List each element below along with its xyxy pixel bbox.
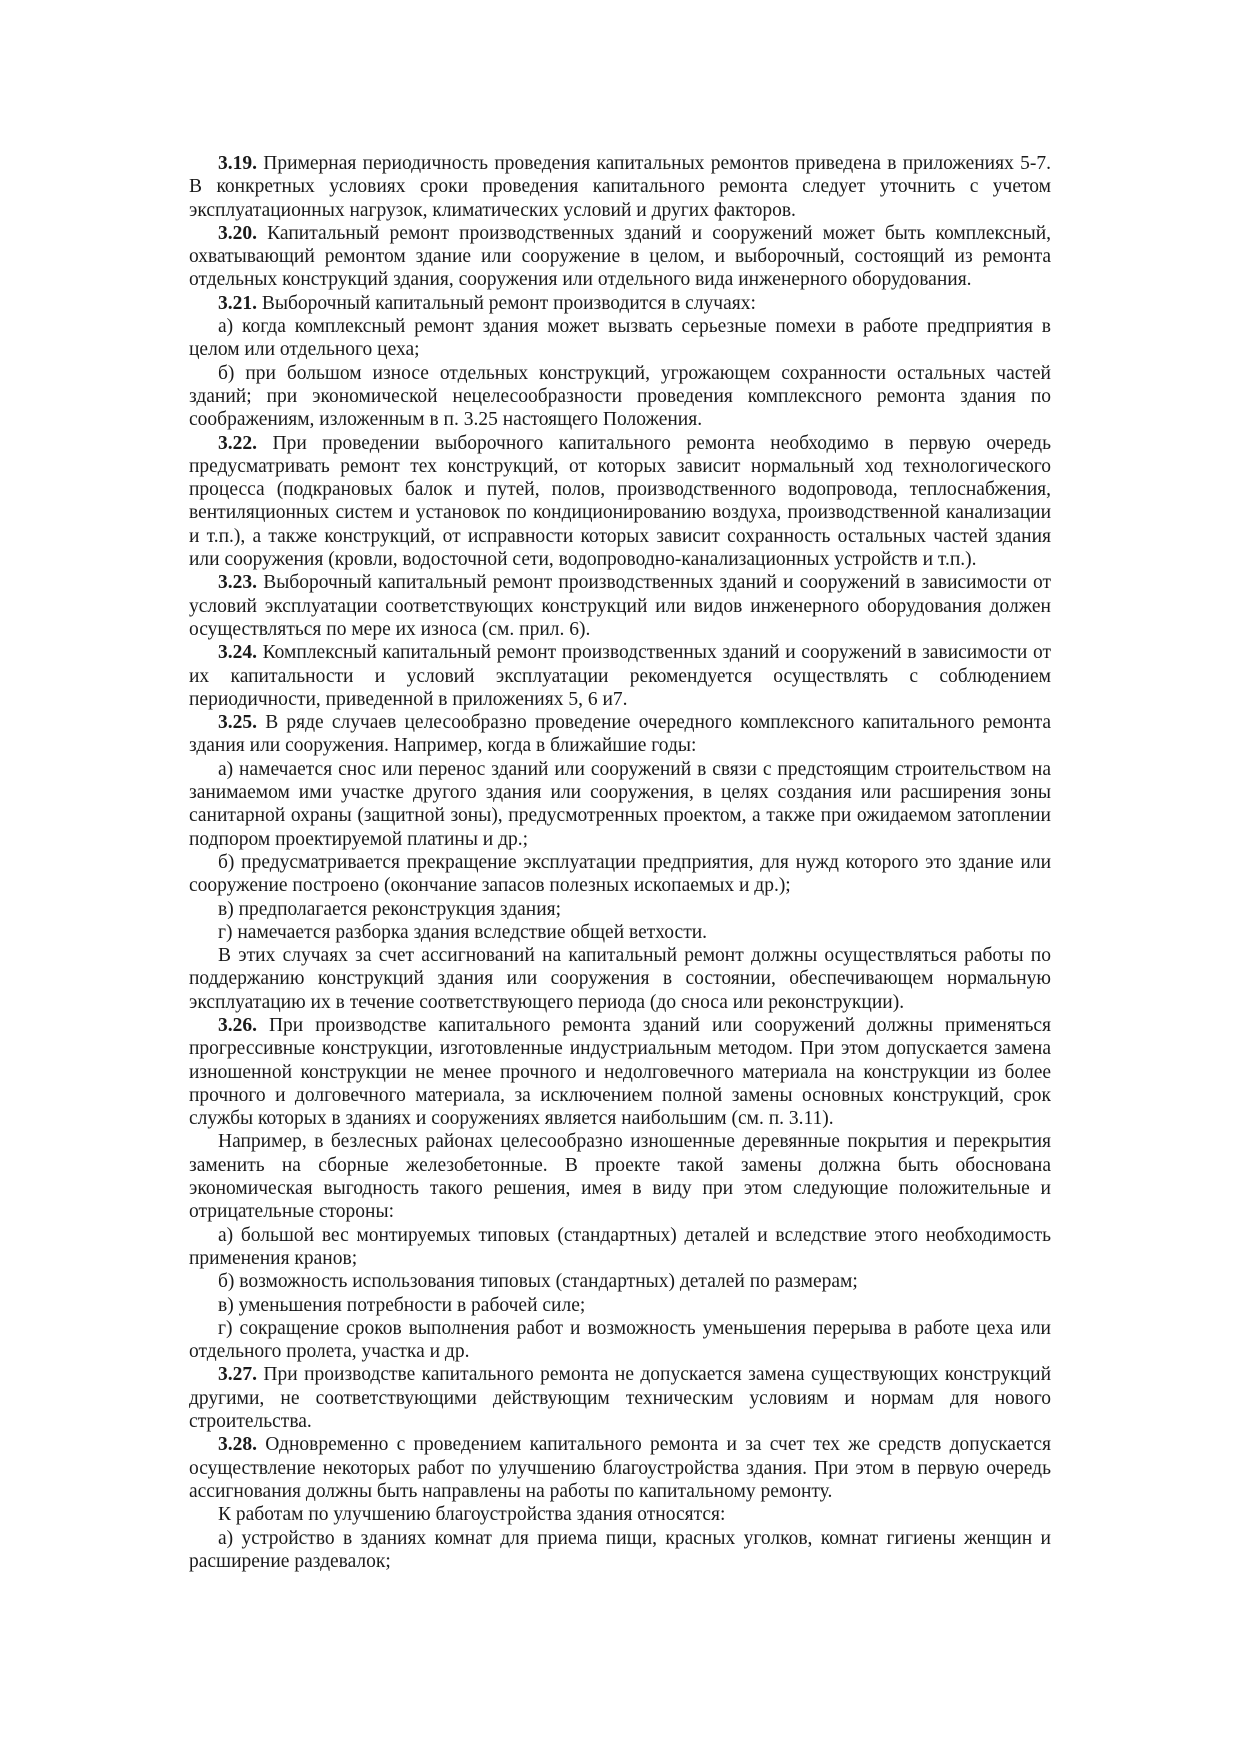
section-paragraph [189, 1363, 1051, 1433]
paragraph-text: В ряде случаев целесообразно проведение очередного комплексного капитального ремонта здания или сооружения. Например, когда в ближайшие годы: [189, 712, 1052, 757]
body-paragraph [189, 1503, 1051, 1526]
body-paragraph [189, 898, 1051, 921]
section-paragraph [189, 222, 1051, 292]
section-number: 3.21. [218, 292, 257, 314]
section-paragraph [189, 711, 1051, 758]
section-paragraph [189, 571, 1051, 641]
body-paragraph [189, 758, 1051, 851]
section-number: 3.22. [218, 432, 257, 454]
paragraph-text: Выборочный капитальный ремонт производственных зданий и сооружений в зависимости от условий эксплуатации соответствующих конструкций или видов инженерного оборудования должен осуществляться по мере их износа (см. прил. 6). [189, 572, 1052, 640]
paragraph-text: При проведении выборочного капитального ремонта необходимо в первую очередь предусматривать ремонт тех конструкций, от которых зависит нормальный ход технологического процесса (подкрановых балок и путей, полов, производственного водопровода, теплоснабжения, вентиляционных систем и установок по кондиционированию воздуха, производственной канализации и т.п.), а также конструкций, от исправности которых зависит сохранность остальных частей здания или сооружения (кровли, водосточной сети, водопроводно-канализационных устройств и т.п.). [189, 432, 1051, 571]
paragraph-text: При производстве капитального ремонта зданий или сооружений должны применяться прогрессивные конструкции, изготовленные индустриальным методом. При этом допускается замена изношенной конструкции не менее прочного и недолговечного материала на конструкции из более прочного и долговечного материала, за исключением полной замены основных конструкций, срок службы которых в зданиях и сооружениях является наибольшим (см. п. 3.11). [189, 1014, 1051, 1130]
paragraph-text: а) когда комплексный ремонт здания может вызвать серьезные помехи в работе предприятия в целом или отдельного цеха; [189, 316, 1051, 361]
paragraph-text: Комплексный капитальный ремонт производственных зданий и сооружений в зависимости от их капитальности и условий эксплуатации рекомендуется осуществлять с соблюдением периодичности, приведенной в приложениях 5, 6 и7. [189, 642, 1052, 710]
paragraph-text: В этих случаях за счет ассигнований на капитальный ремонт должны осуществляться работы по поддержанию конструкций здания или сооружения в состоянии, обеспечивающем нормальную эксплуатацию их в течение соответствующего периода (до сноса или реконструкции). [189, 945, 1051, 1013]
paragraph-text: в) предполагается реконструкция здания; [218, 898, 562, 920]
body-paragraph [189, 1270, 1051, 1293]
section-number: 3.23. [218, 572, 257, 594]
paragraph-text: а) устройство в зданиях комнат для приема пищи, красных уголков, комнат гигиены женщин и расширение раздевалок; [189, 1527, 1051, 1572]
section-paragraph [189, 152, 1051, 222]
section-paragraph [189, 292, 1051, 315]
body-paragraph [189, 921, 1051, 944]
section-paragraph [189, 432, 1051, 572]
paragraph-text: г) намечается разборка здания вследствие общей ветхости. [218, 921, 708, 943]
body-paragraph [189, 1224, 1051, 1271]
body-paragraph [189, 362, 1051, 432]
section-number: 3.26. [218, 1014, 257, 1036]
paragraph-text: Одновременно с проведением капитального ремонта и за счет тех же средств допускается осуществление некоторых работ по улучшению благоустройства здания. При этом в первую очередь ассигнования должны быть направлены на работы по капитальному ремонту. [189, 1434, 1051, 1502]
paragraph-text: б) возможность использования типовых (стандартных) деталей по размерам; [218, 1271, 858, 1293]
section-number: 3.25. [218, 712, 257, 734]
body-paragraph [189, 851, 1051, 898]
paragraph-text: б) предусматривается прекращение эксплуатации предприятия, для нужд которого это здание или сооружение построено (окончание запасов полезных ископаемых и др.); [189, 851, 1051, 897]
paragraph-text: а) большой вес монтируемых типовых (стандартных) деталей и вследствие этого необходимость применения кранов; [189, 1224, 1051, 1269]
document-page [189, 152, 1051, 1573]
section-paragraph [189, 1014, 1051, 1130]
body-paragraph [189, 944, 1051, 1014]
body-paragraph [189, 1317, 1051, 1364]
section-number: 3.20. [218, 222, 257, 244]
body-paragraph [189, 1130, 1051, 1223]
body-paragraph [189, 1294, 1051, 1317]
section-number: 3.19. [218, 153, 257, 174]
paragraph-text: К работам по улучшению благоустройства здания относятся: [218, 1504, 726, 1526]
body-paragraph [189, 315, 1051, 362]
section-number: 3.24. [218, 642, 257, 664]
section-number: 3.28. [218, 1434, 257, 1456]
section-number: 3.27. [218, 1364, 257, 1386]
body-paragraph [189, 1527, 1051, 1574]
paragraph-text: Выборочный капитальный ремонт производится в случаях: [261, 292, 756, 314]
paragraph-text: б) при большом износе отдельных конструкций, угрожающем сохранности остальных частей зданий; при экономической нецелесообразности проведения комплексного ремонта здания по соображениям, изложенным в п. 3.25 настоящего Положения. [189, 362, 1051, 431]
paragraph-text: Примерная периодичность проведения капитальных ремонтов приведена в приложениях 5-7. В конкретных условиях сроки проведения капитального ремонта следует уточнить с учетом эксплуатационных нагрузок, климатических условий и других факторов. [189, 153, 1051, 221]
section-paragraph [189, 1433, 1051, 1503]
paragraph-text: Например, в безлесных районах целесообразно изношенные деревянные покрытия и перекрытия заменить на сборные железобетонные. В проекте такой замены должна быть обоснована экономическая выгодность такого решения, имея в виду при этом следующие положительные и отрицательные стороны: [189, 1131, 1051, 1223]
section-paragraph [189, 641, 1051, 711]
paragraph-text: г) сокращение сроков выполнения работ и возможность уменьшения перерыва в работе цеха или отдельного пролета, участка и др. [189, 1317, 1051, 1363]
paragraph-text: При производстве капитального ремонта не допускается замена существующих конструкций другими, не соответствующими действующим техническим условиям и нормам для нового строительства. [189, 1364, 1052, 1433]
paragraph-text: а) намечается снос или перенос зданий или сооружений в связи с предстоящим строительством на занимаемом ими участке другого здания или сооружения, в целях создания или расширения зоны санитарной охраны (защитной зоны), предусмотренных проектом, а также при ожидаемом затоплении подпором проектируемой платины и др.; [189, 758, 1051, 850]
paragraph-text: Капитальный ремонт производственных зданий и сооружений может быть комплексный, охватывающий ремонтом здание или сооружение в целом, и выборочный, состоящий из ремонта отдельных конструкций здания, сооружения или отдельного вида инженерного оборудования. [189, 222, 1052, 291]
paragraph-text: в) уменьшения потребности в рабочей силе; [218, 1294, 586, 1316]
